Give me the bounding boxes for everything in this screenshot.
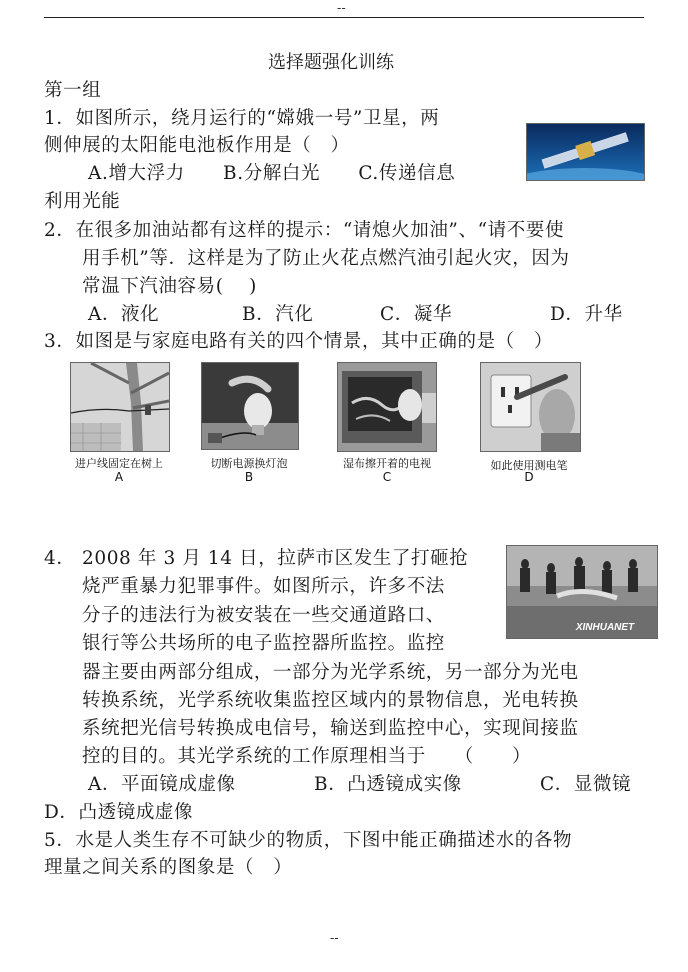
q4-line-3: 分子的违法行为被安装在一些交通道路口、 — [82, 605, 445, 626]
q2-line-2: 用手机”等．这样是为了防止火花点燃汽油引起火灾，因为 — [82, 248, 570, 269]
q2-option-b: B．汽化 — [242, 304, 314, 325]
q2-option-d: D．升华 — [550, 304, 623, 325]
figure-a-caption: 进户线固定在树上 — [75, 457, 163, 470]
q4-line-8: 控的目的。其光学系统的工作原理相当于 （ ） — [82, 746, 532, 767]
q2-line-1: 2．在很多加油站都有这样的提示：“请熄火加油”、“请不要使 — [44, 220, 565, 241]
riot-photo-image — [506, 545, 658, 639]
q4-line-7: 系统把光信号转换成电信号，输送到监控中心，实现间接监 — [82, 718, 579, 739]
q4-line-6: 转换系统，光学系统收集监控区域内的景物信息，光电转换 — [82, 690, 579, 711]
figure-c-caption: 湿布擦开着的电视 — [343, 457, 431, 470]
page-title: 选择题强化训练 — [268, 52, 394, 73]
q2-option-a: A．液化 — [88, 304, 160, 325]
q1-line-1: 1．如图所示，绕月运行的“嫦娥一号”卫星，两 — [44, 108, 440, 129]
header-rule — [44, 17, 644, 18]
figure-c-image — [337, 362, 437, 452]
q4-line-1: 4． 2008 年 3 月 14 日，拉萨市区发生了打砸抢 — [44, 548, 469, 569]
figure-c-letter: C — [382, 470, 392, 484]
q2-option-c: C．凝华 — [380, 304, 453, 325]
q3-line-1: 3．如图是与家庭电路有关的四个情景，其中正确的是（ ） — [44, 331, 553, 352]
q4-line-5: 器主要由两部分组成，一部分为光学系统，另一部分为光电 — [82, 662, 579, 683]
q2-line-3: 常温下汽油容易( ) — [82, 276, 257, 297]
page-top-mark: -- — [337, 0, 346, 15]
page-bottom-mark: -- — [330, 930, 339, 945]
q4-option-a: A．平面镜成虚像 — [88, 774, 236, 795]
q4-option-d: D．凸透镜成虚像 — [44, 802, 194, 823]
q4-option-b: B．凸透镜成实像 — [314, 774, 462, 795]
figure-d-letter: D — [524, 470, 534, 484]
q4-line-2: 烧严重暴力犯罪事件。如图所示，许多不法 — [82, 576, 445, 597]
figure-b-letter: B — [244, 470, 254, 484]
figure-d-image — [480, 362, 581, 452]
satellite-image — [526, 123, 645, 181]
figure-b-image — [201, 362, 299, 450]
figure-d-caption: 如此使用测电笔 — [490, 459, 568, 472]
q1-options: A.增大浮力 B.分解白光 C.传递信息 — [88, 163, 456, 184]
group-heading: 第一组 — [44, 80, 102, 101]
figure-a-letter: A — [114, 470, 124, 484]
figure-b-caption: 切断电源换灯泡 — [210, 457, 288, 470]
q1-option-d: 利用光能 — [44, 191, 121, 212]
q5-line-1: 5．水是人类生存不可缺少的物质，下图中能正确描述水的各物 — [44, 830, 573, 851]
q4-line-4: 银行等公共场所的电子监控器所监控。监控 — [82, 633, 445, 654]
q4-option-c: C．显微镜 — [540, 774, 632, 795]
watermark-text: XINHUANET — [575, 622, 635, 633]
figure-a-image — [70, 362, 170, 452]
q5-line-2: 理量之间关系的图象是（ ） — [44, 857, 293, 878]
q1-line-2: 侧伸展的太阳能电池板作用是（ ） — [44, 135, 350, 156]
